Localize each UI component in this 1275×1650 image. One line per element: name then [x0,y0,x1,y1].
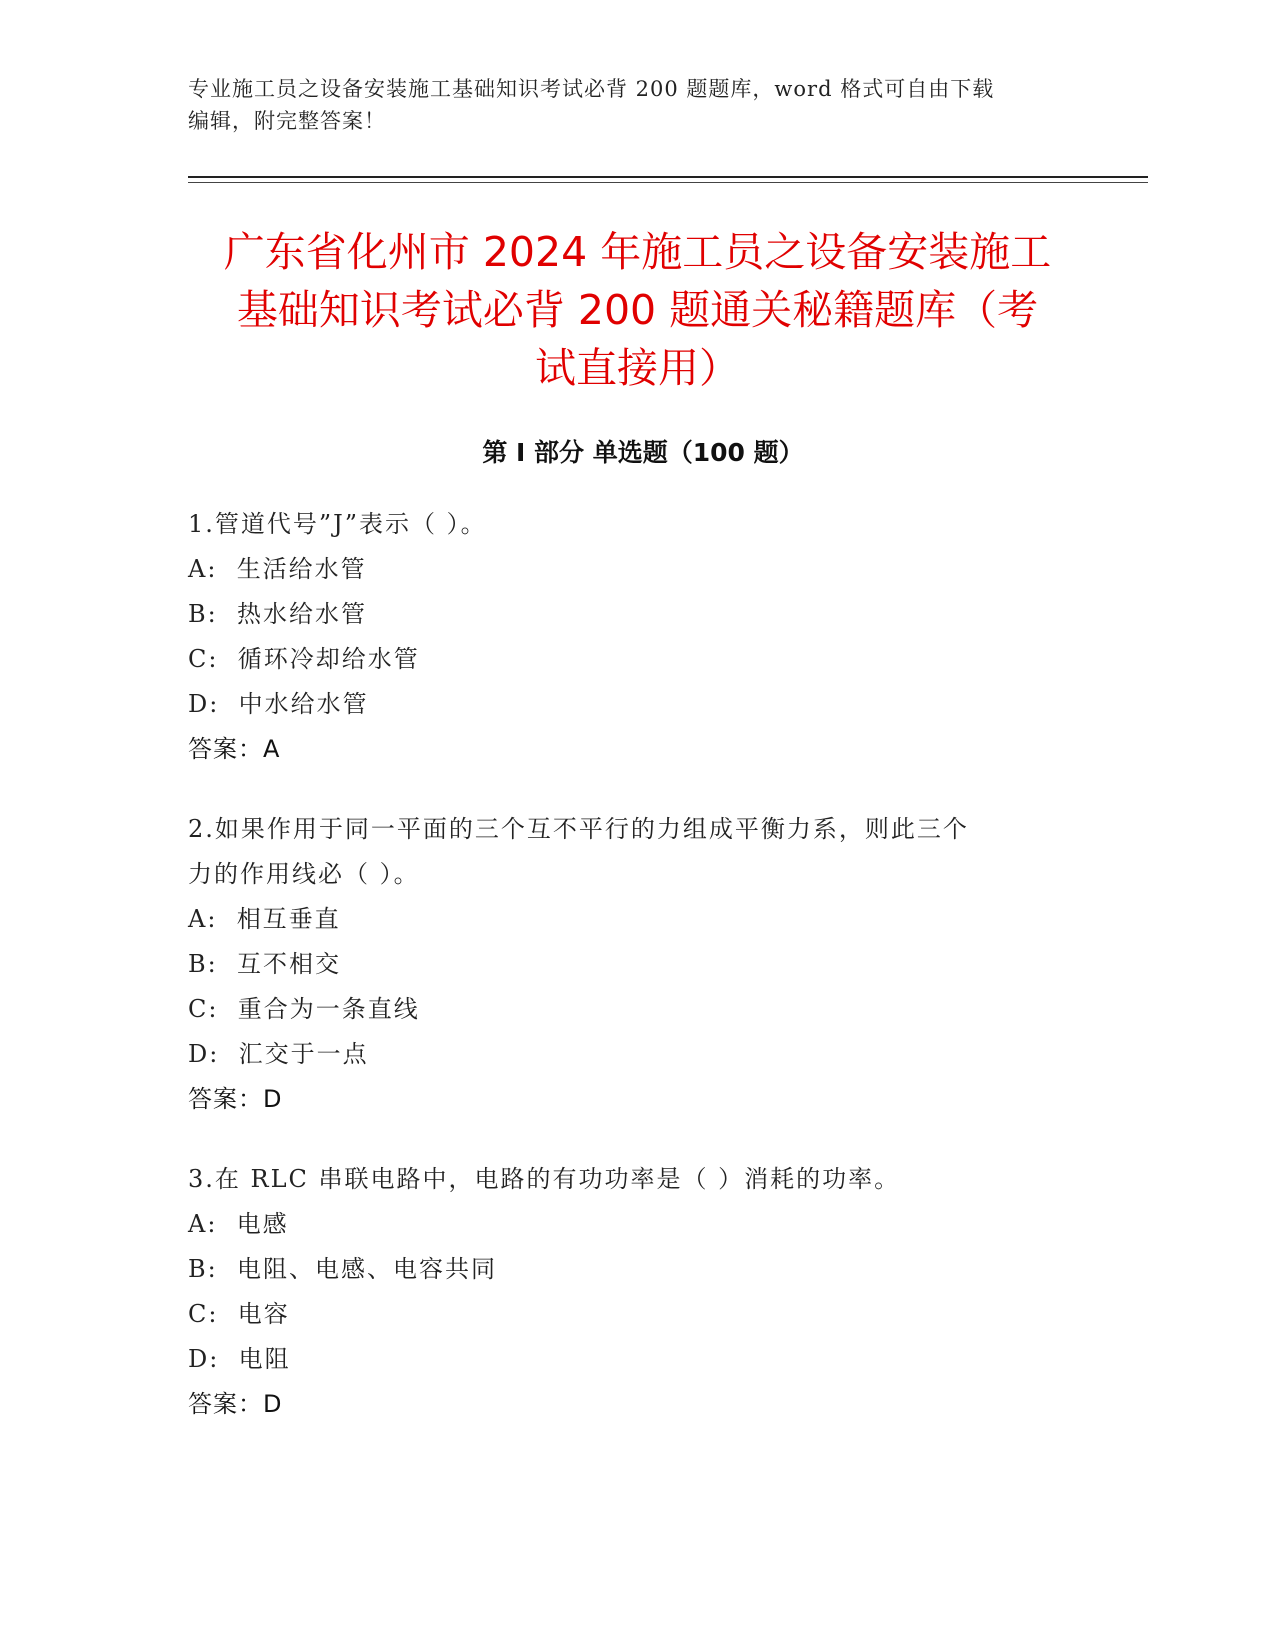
answer-value: A [263,735,281,763]
header-divider-thick [188,176,1148,178]
document-title-line-3: 试直接用） [535,344,740,392]
option-text: 互不相交 [237,950,341,978]
question-stem: 1.管道代号”J”表示（ ）。 [188,510,487,538]
option-letter: A: [188,905,218,933]
option-c [188,987,1088,1032]
answer-value: D [263,1390,283,1418]
header-divider-thin [188,182,1148,183]
question-stem: 3.在 RLC 串联电路中，电路的有功功率是（ ）消耗的功率。 [188,1165,901,1193]
header-note-line-2: 编辑，附完整答案！ [188,109,386,133]
option-d [188,1337,1088,1382]
option-letter: C: [188,995,219,1023]
option-letter: C: [188,1300,219,1328]
document-title-line-2: 基础知识考试必背 200 题通关秘籍题库（考 [236,286,1039,334]
answer-line [188,1077,1088,1122]
option-letter: C: [188,645,219,673]
option-text: 循环冷却给水管 [237,645,420,673]
option-a [188,1202,1088,1247]
option-text: 电容 [237,1300,290,1328]
option-letter: A: [188,1210,218,1238]
option-c [188,1292,1088,1337]
option-text: 重合为一条直线 [237,995,420,1023]
option-text: 中水给水管 [238,690,369,718]
option-a [188,897,1088,942]
option-letter: B: [188,600,218,628]
question-2 [188,807,1088,1122]
header-note-line-1: 专业施工员之设备安装施工基础知识考试必背 200 题题库，word 格式可自由下载 [188,77,995,101]
option-letter: A: [188,555,218,583]
option-text: 生活给水管 [236,555,367,583]
question-3 [188,1157,1088,1427]
option-b [188,1247,1088,1292]
option-b [188,942,1088,987]
option-d [188,1032,1088,1077]
question-stem-line-1: 2.如果作用于同一平面的三个互不平行的力组成平衡力系，则此三个 [188,815,969,843]
answer-value: D [263,1085,283,1113]
document-title [160,223,1115,397]
answer-line [188,727,1088,772]
option-text: 电阻 [238,1345,291,1373]
answer-label: 答案： [188,1085,263,1113]
answer-label: 答案： [188,735,263,763]
answer-label: 答案： [188,1390,263,1418]
option-letter: B: [188,1255,218,1283]
document-title-line-1: 广东省化州市 2024 年施工员之设备安装施工 [223,228,1052,276]
option-letter: D: [188,1040,220,1068]
option-letter: D: [188,690,220,718]
option-letter: D: [188,1345,220,1373]
option-letter: B: [188,950,218,978]
question-stem-line-2: 力的作用线必（ ）。 [188,860,420,888]
section-heading: 第 I 部分 单选题（100 题） [482,438,804,467]
option-a [188,547,1088,592]
question-1 [188,502,1088,772]
option-text: 相互垂直 [236,905,341,933]
option-text: 电感 [236,1210,289,1238]
option-c [188,637,1088,682]
option-text: 热水给水管 [237,600,367,628]
answer-line [188,1382,1088,1427]
option-text: 汇交于一点 [238,1040,369,1068]
option-b [188,592,1088,637]
option-text: 电阻、电感、电容共同 [237,1255,497,1283]
option-d [188,682,1088,727]
header-note [188,73,1088,137]
